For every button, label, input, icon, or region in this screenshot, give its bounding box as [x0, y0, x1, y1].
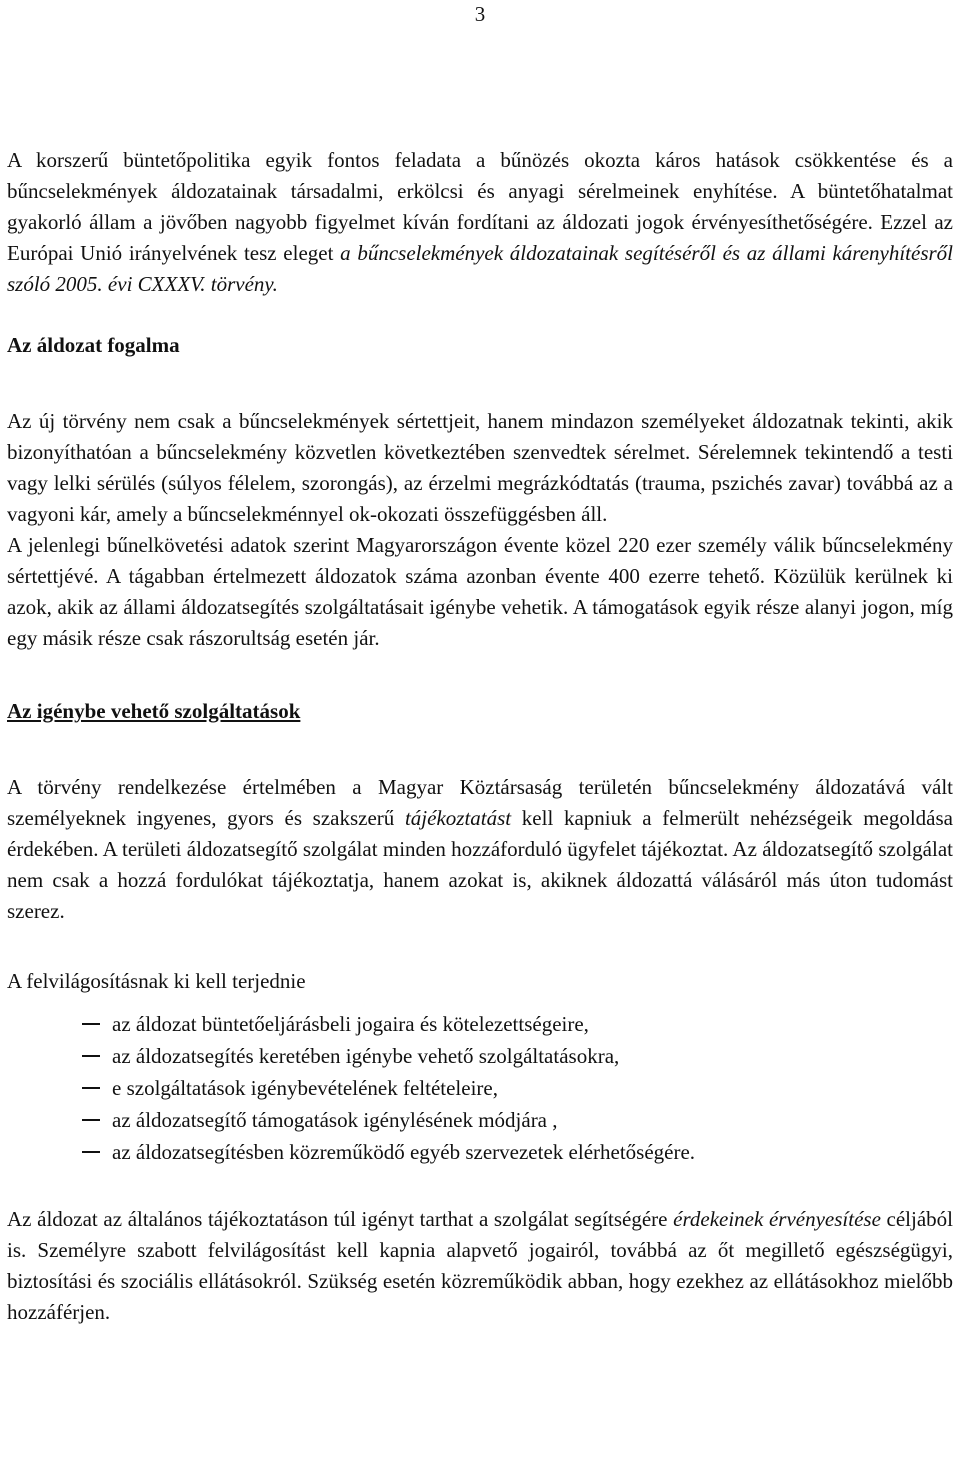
- information-text-before: A törvény rendelkezése értelmében a Magyar Köztársaság területén bűncselekmény áldozatává vált személyeknek ingyenes, gyors és szakszerű: [7, 775, 953, 830]
- dash-bullet-icon: [82, 1055, 100, 1057]
- personal-assistance-paragraph: [7, 1204, 953, 1328]
- assistance-text-after: céljából is. Személyre szabott felvilágosítást kell kapnia alapvető jogairól, továbbá az őt megillető egészségügyi, biztosítási és szociális ellátásokról. Szükség esetén közreműködik abban, hogy ezekhez az ellátásokhoz mielőbb hozzáférjen.: [7, 1207, 954, 1324]
- assistance-text-before: Az áldozat az általános tájékoztatáson túl igényt tarthat a szolgálat segítségére: [7, 1207, 674, 1231]
- section-heading-victim-concept: Az áldozat fogalma: [7, 333, 180, 357]
- victim-definition-paragraph: Az új törvény nem csak a bűncselekmények sértettjeit, hanem mindazon személyeket áldozatnak tekinti, akik bizonyíthatóan a bűncselekmény közvetlen következtében szenvedtek sérelmet. Sérelemnek tekintendő a testi vagy lelki sérülés (súlyos félelem, szorongás), az érzelmi megrázkódtatás (trauma, pszichés zavar) továbbá az a vagyoni kár, amely a bűncselekménnyel ok-okozati összefüggésben áll.: [7, 409, 953, 526]
- services-heading-text: Az igénybe vehető szolgáltatások: [7, 699, 301, 723]
- list-item: az áldozatsegítésben közreműködő egyéb szervezetek elérhetőségére.: [7, 1136, 953, 1168]
- list-item: az áldozat büntetőeljárásbeli jogaira és kötelezettségeire,: [7, 1008, 953, 1040]
- information-scope-list: [7, 1008, 953, 1168]
- information-text-after: kell kapniuk a felmerült nehézségeik megoldása érdekében. A területi áldozatsegítő szolgálat minden hozzáforduló ügyfelet tájékoztat. Az áldozatsegítő szolgálat nem csak a hozzá fordulókat tájékoztatja, hanem azokat is, akiknek áldozattá válásáról más úton tudomást szerez.: [7, 806, 953, 923]
- law-title: a bűncselekmények áldozatainak segítéséről és az állami kárenyhítésről szóló 2005. évi CXXXV. törvény.: [7, 241, 954, 296]
- dash-bullet-icon: [82, 1151, 100, 1153]
- list-item: az áldozatsegítés keretében igénybe vehető szolgáltatásokra,: [7, 1040, 953, 1072]
- section-heading-services: [7, 696, 953, 727]
- intro-text: A korszerű büntetőpolitika egyik fontos feladata a bűnözés okozta káros hatások csökkentése és a bűncselekmények áldozatainak társadalmi, erkölcsi és anyagi sérelmeinek enyhítése. A büntetőhatalmat gyakorló állam a jövőben nagyobb figyelmet kíván fordítani az áldozati jogok érvényesíthetőségére. Ezzel az Európai Unió irányelvének tesz eleget: [7, 148, 953, 265]
- assistance-emphasis: érdekeinek érvényesítése: [673, 1207, 881, 1231]
- list-intro-paragraph: A felvilágosításnak ki kell terjednie: [7, 969, 306, 993]
- dash-bullet-icon: [82, 1119, 100, 1121]
- statistics-paragraph: A jelenlegi bűnelkövetési adatok szerint Magyarországon évente közel 220 ezer személy válik bűncselekmény sértettjévé. A tágabban értelmezett áldozatok száma azonban évente 400 ezerre tehető. Közülük kerülnek ki azok, akik az állami áldozatsegítés szolgáltatásait igénybe vehetik. A támogatások egyik része alanyi jogon, míg egy másik része csak rászorultság esetén jár.: [7, 533, 953, 650]
- list-item: az áldozatsegítő támogatások igénylésének módjára ,: [7, 1104, 953, 1136]
- intro-paragraph: [7, 145, 953, 300]
- page-number: 3: [474, 2, 486, 26]
- list-item: e szolgáltatások igénybevételének feltételeire,: [7, 1072, 953, 1104]
- dash-bullet-icon: [82, 1087, 100, 1089]
- dash-bullet-icon: [82, 1023, 100, 1025]
- document-body: [7, 145, 953, 1328]
- information-emphasis: tájékoztatást: [404, 806, 512, 830]
- information-paragraph: [7, 772, 953, 927]
